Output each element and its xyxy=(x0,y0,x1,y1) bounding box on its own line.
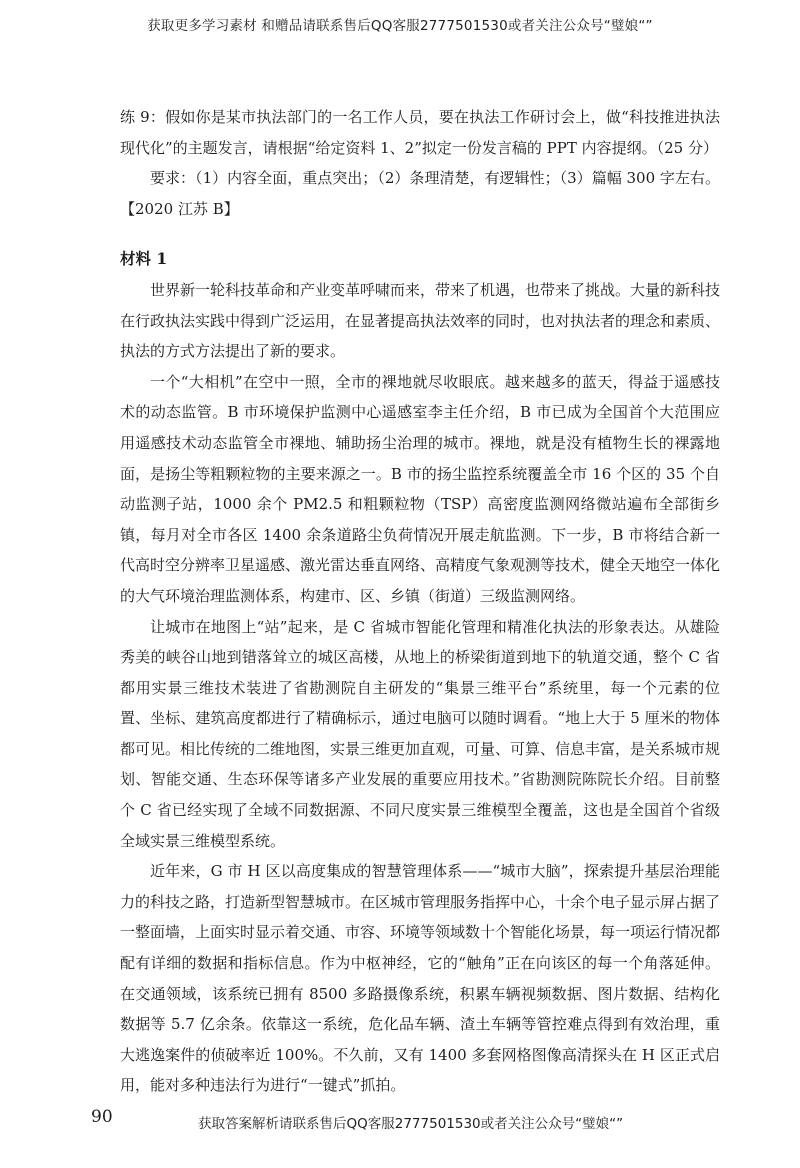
material-title: 材料 1 xyxy=(120,249,168,269)
page-header-watermark: 获取更多学习素材 和赠品请联系售后QQ客服2777501530或者关注公众号“璧娘“” xyxy=(147,18,653,34)
page-number: 90 xyxy=(91,1107,113,1127)
exercise-requirements: 要求：（1）内容全面，重点突出；（2）条理清楚，有逻辑性；（3）篇幅 300 字左右。【2020 江苏 B】 xyxy=(120,169,720,218)
material-paragraph-3: 让城市在地图上“站”起来，是 C 省城市智能化管理和精准化执法的形象表达。从雄险秀美的峡谷山地到错落耸立的城区高楼，从地上的桥梁街道到地下的轨道交通，整个 C 省都用实景三维技术装进了省勘测院自主研发的“集景三维平台”系统里，每一个元素的位置、坐标、建筑高度都进行了精确标示，通过电脑可以随时调看。“地上大于 5 厘米的物体都可见。相比传统的二维地图，实景三维更加直观，可量、可算、信息丰富，是关系城市规划、智能交通、生态环保等诸多产业发展的重要应用技术。”省勘测院陈院长介绍。目前整个 C 省已经实现了全域不同数据源、不同尺度实景三维模型全覆盖，这也是全国首个省级全域实景三维模型系统。 xyxy=(120,617,721,850)
page-body xyxy=(120,102,720,1101)
material-paragraph-1: 世界新一轮科技革命和产业变革呼啸而来，带来了机遇，也带来了挑战。大量的新科技在行政执法实践中得到广泛运用，在显著提高执法效率的同时，也对执法者的理念和素质、执法的方式方法提出了新的要求。 xyxy=(120,280,721,361)
page-footer-watermark: 获取答案解析请联系售后QQ客服2777501530或者关注公众号“璧娘“” xyxy=(198,1116,624,1132)
exercise-prompt: 练 9：假如你是某市执法部门的一名工作人员，要在执法工作研讨会上，做“科技推进执法现代化”的主题发言，请根据“给定资料 1、2”拟定一份发言稿的 PPT 内容提纲。（25 分） xyxy=(120,108,720,157)
material-paragraph-4: 近年来，G 市 H 区以高度集成的智慧管理体系——“城市大脑”，探索提升基层治理能力的科技之路，打造新型智慧城市。在区城市管理服务指挥中心，十余个电子显示屏占据了一整面墙，上面实时显示着交通、市容、环境等领域数十个智能化场景，每一项运行情况都配有详细的数据和指标信息。作为中枢神经，它的“触角”正在向该区的每一个角落延伸。在交通领域，该系统已拥有 8500 多路摄像系统，积累车辆视频数据、图片数据、结构化数据等 5.7 亿余条。依靠这一系统，危化品车辆、渣土车辆等管控难点得到有效治理，重大逃逸案件的侦破率近 100%。不久前，又有 1400 多套网格图像高清探头在 H 区正式启用，能对多种违法行为进行“一键式”抓拍。 xyxy=(120,862,721,1095)
material-paragraph-2: 一个“大相机”在空中一照，全市的裸地就尽收眼底。越来越多的蓝天，得益于遥感技术的动态监管。B 市环境保护监测中心遥感室李主任介绍，B 市已成为全国首个大范围应用遥感技术动态监管全市裸地、辅助扬尘治理的城市。裸地，就是没有植物生长的裸露地面，是扬尘等粗颗粒物的主要来源之一。B 市的扬尘监控系统覆盖全市 16 个区的 35 个自动监测子站，1000 余个 PM2.5 和粗颗粒物（TSP）高密度监测网络微站遍布全部街乡镇，每月对全市各区 1400 余条道路尘负荷情况开展走航监测。下一步，B 市将结合新一代高时空分辨率卫星遥感、激光雷达垂直网络、高精度气象观测等技术，健全天地空一体化的大气环境治理监测体系，构建市、区、乡镇（街道）三级监测网络。 xyxy=(120,372,721,605)
